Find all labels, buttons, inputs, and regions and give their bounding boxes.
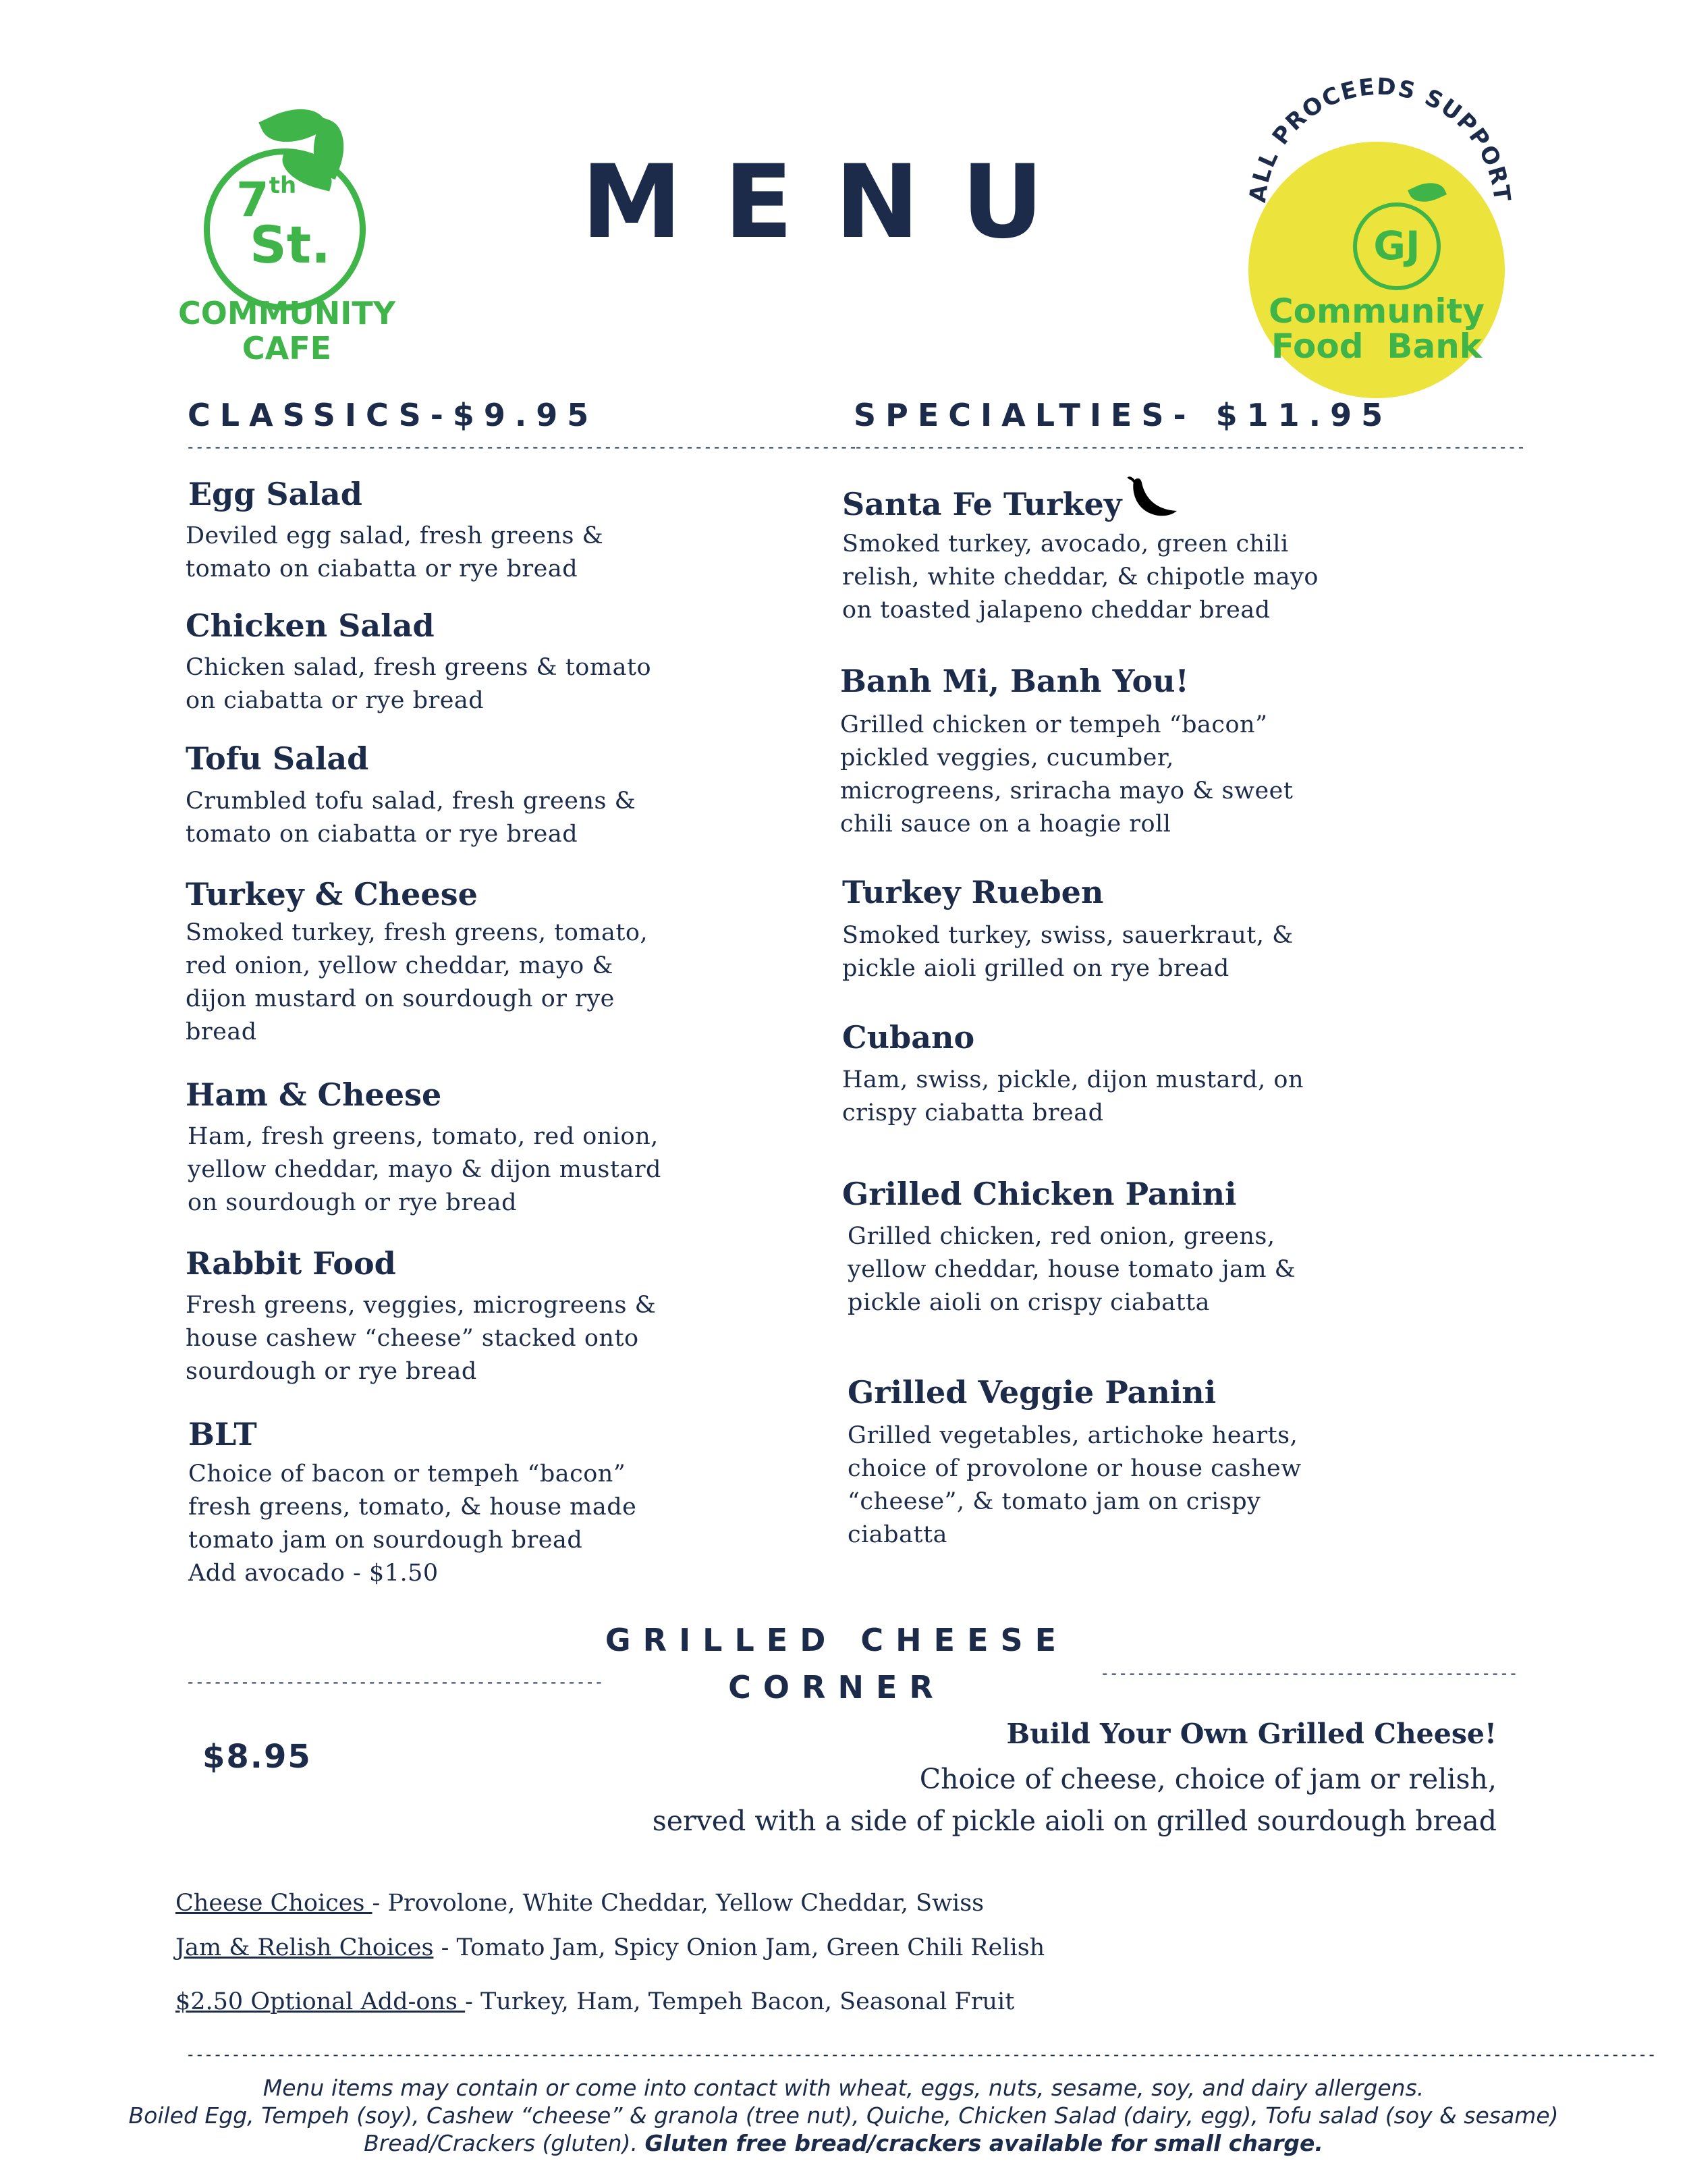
build-your-own-desc: Choice of cheese, choice of jam or relish, served with a side of pickle aioli on grilled sourdough bread <box>652 1763 1497 1837</box>
choice-label: $2.50 Optional Add-ons <box>175 1988 466 2015</box>
food-bank-name-line1: Community <box>1268 292 1485 331</box>
item-name: Egg Salad <box>188 476 362 512</box>
arc-text <box>1228 61 1525 236</box>
street-suffix: th <box>269 172 297 199</box>
grilled-cheese-heading <box>580 1616 1093 1711</box>
grilled-cheese-heading-line2: CORNER <box>728 1669 945 1705</box>
cafe-logo <box>162 101 412 371</box>
item-name: Tofu Salad <box>186 740 369 777</box>
allergen-notice-line2: Boiled Egg, Tempeh (soy), Cashew “cheese” & granola (tree nut), Quiche, Chicken Salad (dairy, egg), Tofu salad (soy & sesame) <box>128 2102 1559 2129</box>
gluten-free-notice: Gluten free bread/crackers available for small charge. <box>644 2130 1323 2156</box>
item-name: Ham & Cheese <box>186 1076 442 1113</box>
item-desc: Deviled egg salad, fresh greens & tomato on ciabatta or rye bread <box>186 522 604 582</box>
item-name: Cubano <box>842 1019 975 1056</box>
jam-relish-choices <box>175 1934 1045 1961</box>
allergen-notice-plain: Bread/Crackers (gluten). <box>364 2130 638 2156</box>
chili-pepper-icon <box>1127 476 1181 523</box>
footer-divider: ------------------------------------------------------------------------------------------------------------------------------------------------------------------ <box>186 2045 1656 2064</box>
specialties-divider: -------------------------------------------------------------------------- <box>854 437 1526 456</box>
optional-add-ons <box>175 1988 1014 2015</box>
item-desc: Ham, fresh greens, tomato, red onion, yellow cheddar, mayo & dijon mustard on sourdough or rye bread <box>188 1123 661 1216</box>
cafe-name-line1: COMMUNITY <box>177 295 396 331</box>
classics-heading: CLASSICS-$9.95 <box>188 397 599 433</box>
item-desc: Grilled chicken or tempeh “bacon” pickled veggies, cucumber, microgreens, sriracha mayo & sweet chili sauce on a hoagie roll <box>840 711 1294 838</box>
item-desc: Fresh greens, veggies, microgreens & house cashew “cheese” stacked onto sourdough or rye bread <box>186 1292 657 1385</box>
item-desc: Chicken salad, fresh greens & tomato on ciabatta or rye bread <box>186 654 652 714</box>
food-bank-name-line2: Food Bank <box>1271 327 1483 366</box>
street-abbrev: St. <box>250 215 331 275</box>
choice-text: - Provolone, White Cheddar, Yellow Cheddar, Swiss <box>372 1890 985 1917</box>
item-name: Turkey Rueben <box>842 874 1104 910</box>
food-bank-logo <box>1228 61 1516 366</box>
street-number: 7 <box>236 172 269 227</box>
choice-text: - Turkey, Ham, Tempeh Bacon, Seasonal Fruit <box>465 1988 1015 2015</box>
item-name: Chicken Salad <box>186 607 435 644</box>
grilled-cheese-price: $8.95 <box>202 1738 312 1776</box>
specialties-heading: SPECIALTIES- $11.95 <box>854 397 1393 433</box>
item-name: Banh Mi, Banh You! <box>840 663 1189 699</box>
item-name: BLT <box>188 1416 257 1452</box>
item-desc: Smoked turkey, avocado, green chili relish, white cheddar, & chipotle mayo on toasted jalapeno cheddar bread <box>842 530 1319 624</box>
allergen-notice-line3 <box>40 2129 1647 2157</box>
item-desc: Grilled chicken, red onion, greens, yellow cheddar, house tomato jam & pickle aioli on crispy ciabatta <box>848 1223 1296 1316</box>
item-desc: Grilled vegetables, artichoke hearts, choice of provolone or house cashew “cheese”, & tomato jam on crispy ciabatta <box>848 1422 1302 1548</box>
allergen-notice-line1: Menu items may contain or come into contact with wheat, eggs, nuts, sesame, soy, and dairy allergens. <box>262 2075 1425 2101</box>
cheese-choices <box>175 1890 984 1917</box>
grilled-cheese-heading-line1: GRILLED CHEESE <box>605 1622 1069 1658</box>
svg-text:ALL PROCEEDS SUPPORT: ALL PROCEEDS SUPPORT <box>1244 73 1516 204</box>
choice-label: Jam & Relish Choices <box>175 1934 434 1961</box>
cafe-name <box>162 296 412 366</box>
item-name: Turkey & Cheese <box>186 876 478 912</box>
grilled-cheese-divider-left: ---------------------------------------------- <box>186 1672 603 1691</box>
cafe-name-line2: CAFE <box>242 330 332 366</box>
build-your-own-title: Build Your Own Grilled Cheese! <box>1006 1718 1497 1750</box>
item-name: Rabbit Food <box>186 1245 396 1282</box>
choice-label: Cheese Choices <box>175 1890 372 1917</box>
item-name: Santa Fe Turkey <box>842 486 1122 522</box>
item-desc: Ham, swiss, pickle, dijon mustard, on crispy ciabatta bread <box>842 1066 1304 1126</box>
menu-title: MENU <box>581 144 1086 261</box>
item-desc: Smoked turkey, fresh greens, tomato, red onion, yellow cheddar, mayo & dijon mustard on sourdough or rye bread <box>186 919 648 1045</box>
item-desc: Smoked turkey, swiss, sauerkraut, & pickle aioli grilled on rye bread <box>842 922 1294 982</box>
item-name: Grilled Veggie Panini <box>848 1374 1217 1411</box>
choice-text: - Tomato Jam, Spicy Onion Jam, Green Chili Relish <box>433 1934 1045 1961</box>
gj-monogram: GJ <box>1353 202 1441 290</box>
item-desc: Crumbled tofu salad, fresh greens & tomato on ciabatta or rye bread <box>186 788 636 848</box>
food-bank-name <box>1248 294 1505 364</box>
classics-divider: -------------------------------------------------------------------------- <box>186 437 858 456</box>
grilled-cheese-divider-right: ---------------------------------------------- <box>1100 1664 1518 1683</box>
item-desc: Choice of bacon or tempeh “bacon” fresh greens, tomato, & house made tomato jam on sourdough bread Add avocado - $1.50 <box>188 1460 637 1587</box>
item-name: Grilled Chicken Panini <box>842 1176 1237 1212</box>
